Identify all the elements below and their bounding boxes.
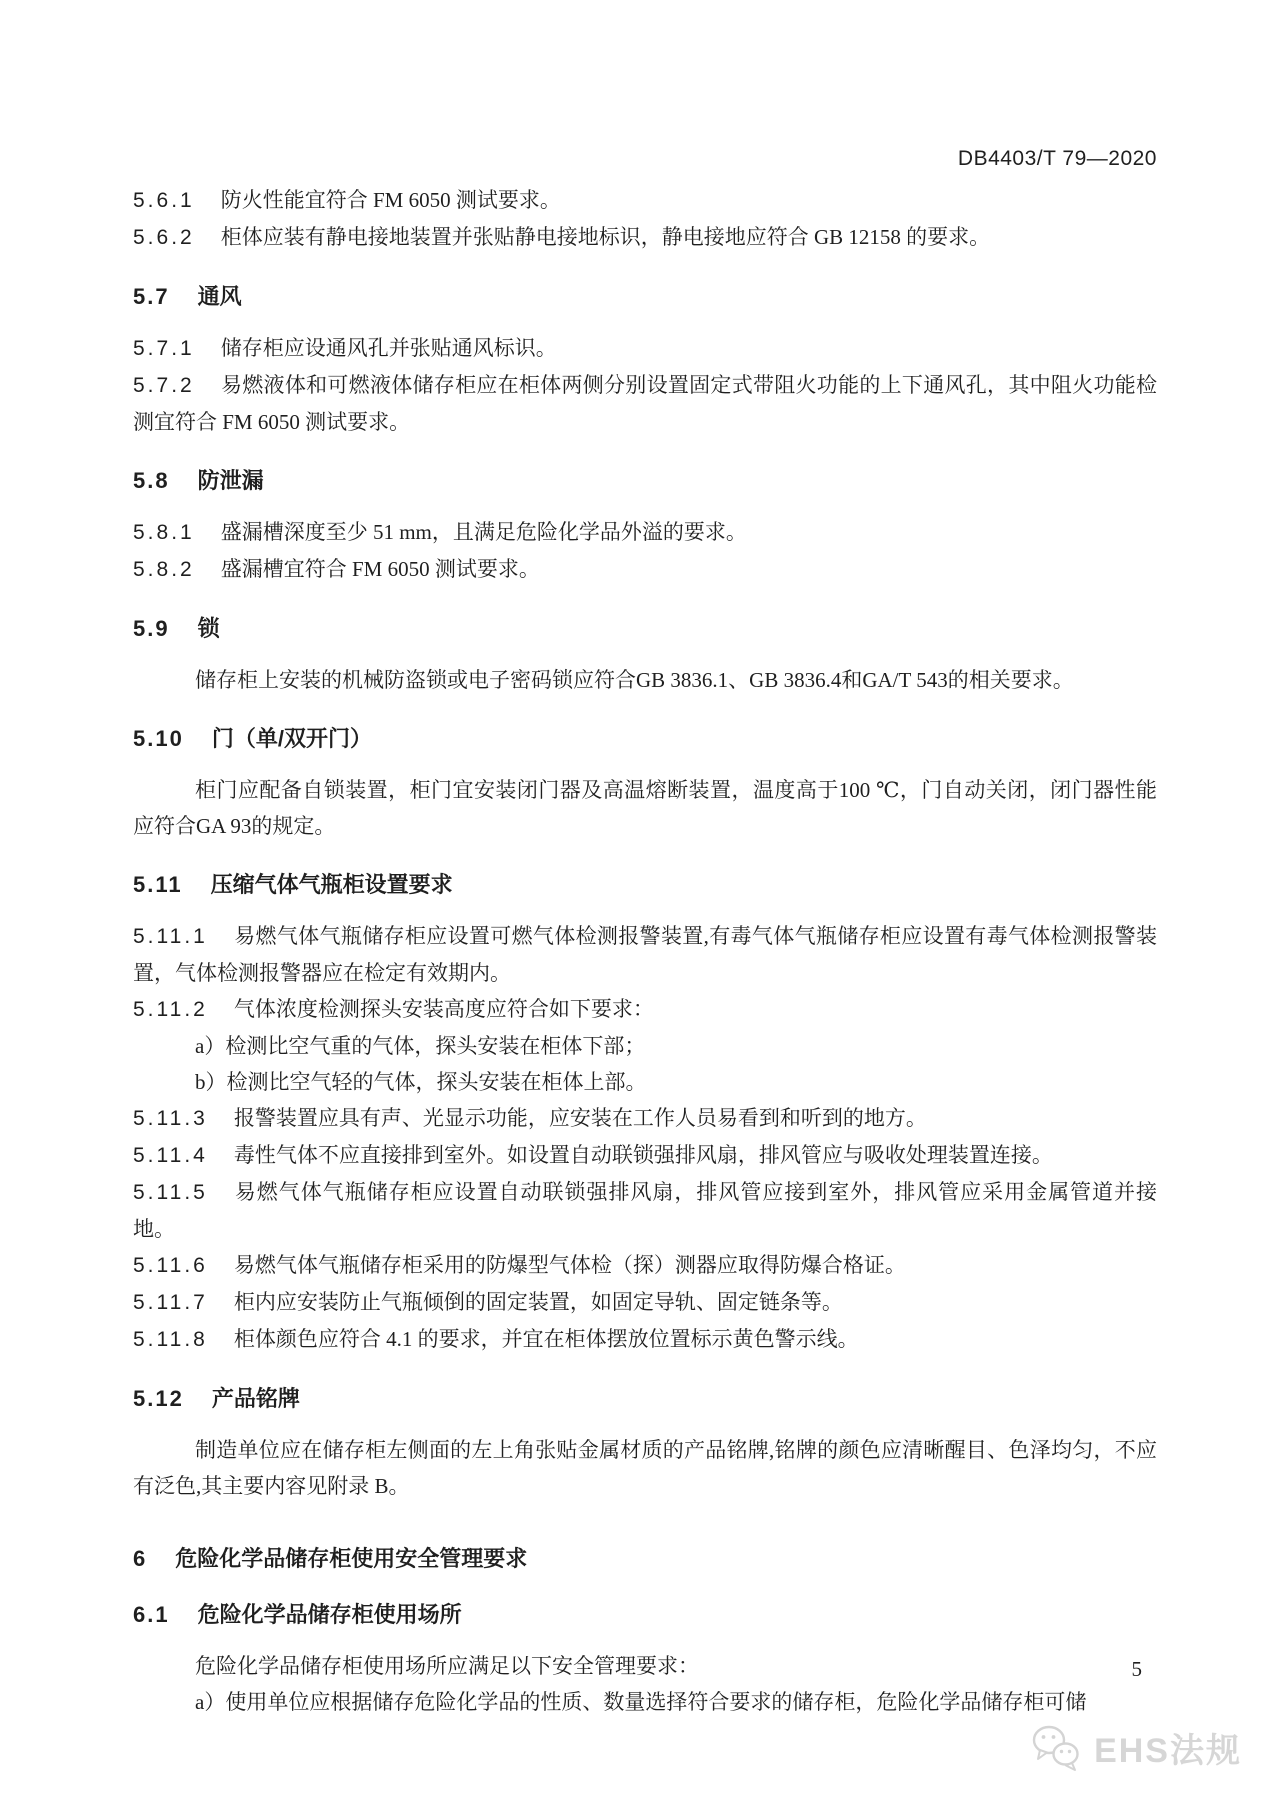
clause-text: 危险化学品储存柜使用场所 [197,1602,462,1627]
paragraph [133,1648,1157,1684]
clause-number: 5.11.5 [133,1181,208,1204]
clause-text: 储存柜应设通风孔并张贴通风标识。 [220,336,557,360]
clause-text: 危险化学品储存柜使用场所应满足以下安全管理要求： [195,1654,699,1678]
clause-number: 5.11 [133,872,183,897]
clause-text: 防泄漏 [197,468,264,493]
standard-code-header: DB4403/T 79—2020 [957,147,1157,170]
clause-text: 危险化学品储存柜使用安全管理要求 [175,1546,528,1571]
section-heading-5.9 [133,614,1157,644]
clause-number: 5.11.7 [133,1291,208,1314]
clause-number: 5.7 [133,284,170,309]
clause-text: 盛漏槽深度至少 51 mm，且满足危险化学品外溢的要求。 [220,520,747,544]
clause-number: 5.6.1 [133,189,195,212]
clause-5.8.1 [133,514,1157,551]
watermark-text: EHS法规 [1094,1732,1242,1770]
clause-5.11.8 [133,1321,1157,1358]
clause-text: 报警装置应具有声、光显示功能，应安装在工作人员易看到和听到的地方。 [233,1106,927,1130]
document-content [133,146,1157,1720]
clause-number: 5.6.2 [133,226,195,249]
clause-5.7.1 [133,330,1157,367]
paragraph [133,662,1157,698]
clause-number: 5.7.1 [133,337,195,360]
ehs-watermark [1028,1723,1242,1772]
clause-text: 毒性气体不应直接排到室外。如设置自动联锁强排风扇，排风管应与吸收处理装置连接。 [233,1143,1053,1167]
clause-5.11.1 [133,918,1157,991]
clause-number: 5.12 [133,1386,184,1411]
clause-text: b）检测比空气轻的气体，探头安装在柜体上部。 [195,1070,647,1094]
clause-number: 5.7.2 [133,374,195,397]
clause-5.6.1 [133,182,1157,219]
clause-number: 5.11.4 [133,1144,208,1167]
clause-text: 防火性能宜符合 FM 6050 测试要求。 [220,188,561,212]
clause-text: 易燃气体气瓶储存柜应设置自动联锁强排风扇，排风管应接到室外，排风管应采用金属管道并接地。 [133,1180,1157,1241]
clause-text: 柜门应配备自锁装置，柜门宜安装闭门器及高温熔断装置，温度高于100 ℃，门自动关闭，闭门器性能应符合GA 93的规定。 [133,778,1157,838]
section-heading-5.12 [133,1384,1157,1414]
section-heading-5.8 [133,466,1157,496]
paragraph [133,1432,1157,1504]
clause-text: 锁 [197,616,220,641]
clause-number: 5.8 [133,468,170,493]
list-item [133,1028,1157,1064]
clause-5.11.7 [133,1284,1157,1321]
clause-text: 压缩气体气瓶柜设置要求 [210,872,453,897]
clause-text: 易燃液体和可燃液体储存柜应在柜体两侧分别设置固定式带阻火功能的上下通风孔，其中阻火功能检测宜符合 FM 6050 测试要求。 [133,373,1157,434]
section-heading-6.1 [133,1600,1157,1630]
wechat-icon [1028,1724,1084,1772]
clause-number: 5.8.2 [133,558,195,581]
paragraph [133,772,1157,844]
clause-5.7.2 [133,367,1157,440]
clause-text: 气体浓度检测探头安装高度应符合如下要求： [233,997,654,1021]
clause-number: 5.10 [133,726,184,751]
clause-text: 门（单/双开门） [211,726,372,751]
clause-text: a）检测比空气重的气体，探头安装在柜体下部； [195,1034,646,1058]
clause-5.11.3 [133,1100,1157,1137]
clause-number: 5.8.1 [133,521,195,544]
clause-number: 5.11.8 [133,1328,208,1351]
clause-number: 5.11.6 [133,1254,208,1277]
clause-5.8.2 [133,551,1157,588]
clause-text: 通风 [197,284,242,309]
clause-5.11.2 [133,991,1157,1028]
page-number: 5 [1131,1657,1142,1681]
clause-text: 柜内应安装防止气瓶倾倒的固定装置，如固定导轨、固定链条等。 [233,1290,843,1314]
clause-number: 6.1 [133,1602,170,1627]
clause-number: 5.11.1 [133,925,208,948]
section-heading-5.10 [133,724,1157,754]
clause-text: 盛漏槽宜符合 FM 6050 测试要求。 [220,557,540,581]
clause-text: a）使用单位应根据储存危险化学品的性质、数量选择符合要求的储存柜，危险化学品储存柜可储 [195,1690,1087,1714]
document-body [133,182,1157,1720]
clause-number: 5.11.3 [133,1107,208,1130]
section-heading-5.11 [133,870,1157,900]
list-item [133,1064,1157,1100]
clause-text: 产品铭牌 [211,1386,300,1411]
clause-number: 5.11.2 [133,998,208,1021]
clause-text: 制造单位应在储存柜左侧面的左上角张贴金属材质的产品铭牌,铭牌的颜色应清晰醒目、色泽均匀，不应有泛色,其主要内容见附录 B。 [133,1438,1157,1498]
clause-number: 5.9 [133,616,170,641]
list-item [133,1684,1157,1720]
section-heading-5.7 [133,282,1157,312]
clause-text: 储存柜上安装的机械防盗锁或电子密码锁应符合GB 3836.1、GB 3836.4和GA/T 543的相关要求。 [195,668,1074,692]
chapter-heading-6 [133,1544,1157,1574]
clause-5.11.6 [133,1247,1157,1284]
clause-text: 易燃气体气瓶储存柜应设置可燃气体检测报警装置,有毒气体气瓶储存柜应设置有毒气体检测报警装置，气体检测报警器应在检定有效期内。 [133,924,1157,985]
clause-text: 柜体颜色应符合 4.1 的要求，并宜在柜体摆放位置标示黄色警示线。 [233,1327,859,1351]
clause-text: 易燃气体气瓶储存柜采用的防爆型气体检（探）测器应取得防爆合格证。 [233,1253,906,1277]
clause-5.11.5 [133,1174,1157,1247]
clause-5.6.2 [133,219,1157,256]
clause-number: 6 [133,1546,148,1571]
clause-text: 柜体应装有静电接地装置并张贴静电接地标识，静电接地应符合 GB 12158 的要求。 [220,225,991,249]
clause-5.11.4 [133,1137,1157,1174]
